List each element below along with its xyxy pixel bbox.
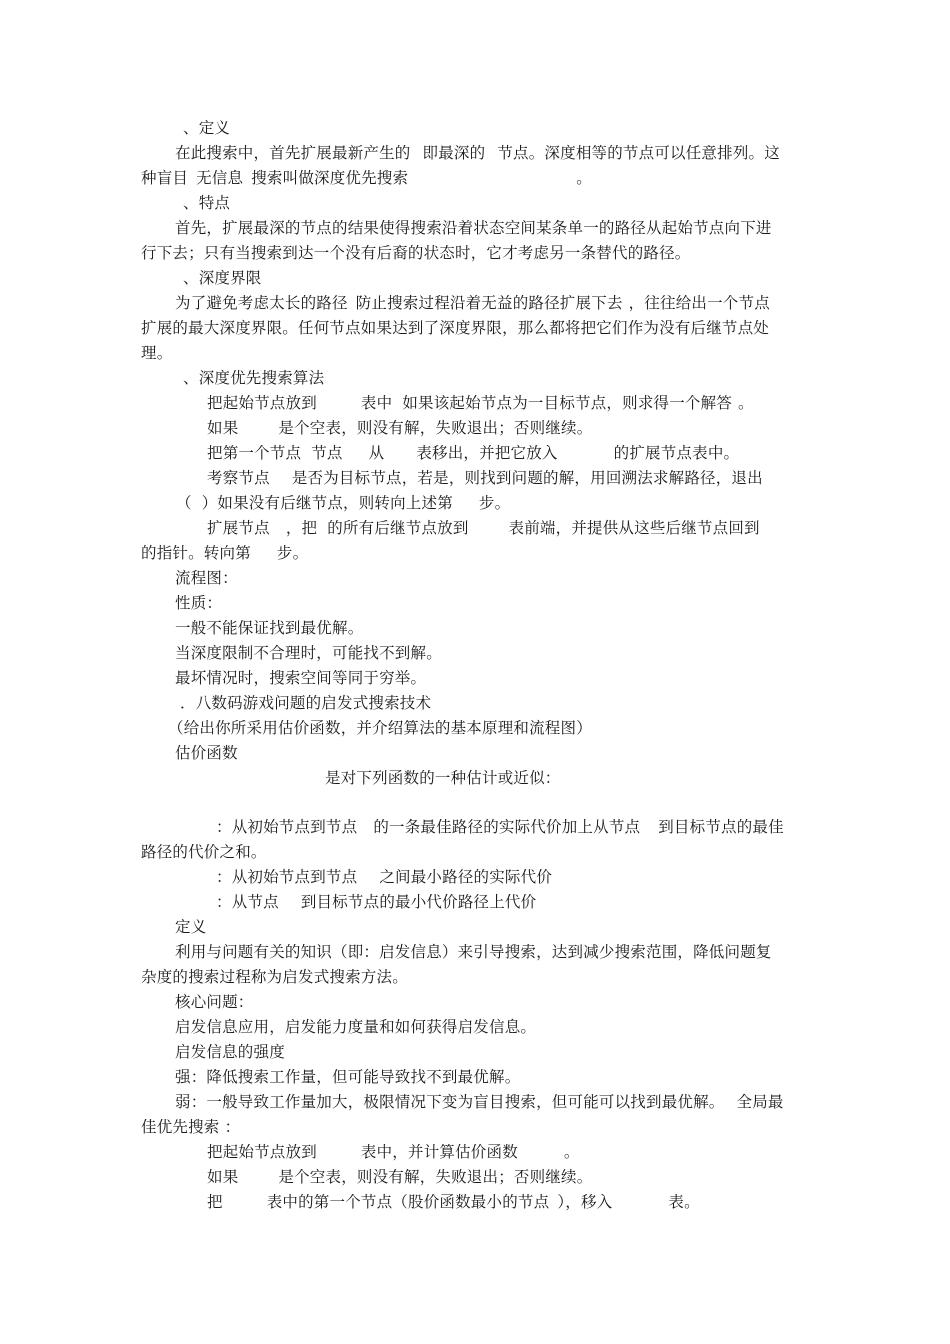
paragraph-line: 在此搜索中，首先扩展最新产生的 即最深的 节点。深度相等的节点可以任意排列。这: [175, 144, 780, 162]
algorithm-step: 把起始节点放到 表中，并计算估价函数 。: [207, 1143, 580, 1161]
property-item: 一般不能保证找到最优解。: [175, 619, 364, 637]
algorithm-step: 如果 是个空表，则没有解，失败退出；否则继续。: [207, 419, 593, 437]
formula-term: 路径的代价之和。: [141, 843, 267, 861]
algorithm-step: 把起始节点放到 表中 如果该起始节点为一目标节点，则求得一个解答 。: [207, 394, 754, 412]
label-core-issue: 核心问题：: [175, 993, 254, 1011]
paragraph-line: 佳优先搜索 ：: [141, 1118, 241, 1136]
property-item: 最坏情况时，搜索空间等同于穷举。: [175, 669, 427, 687]
formula-description: 是对下列函数的一种估计或近似：: [325, 769, 561, 787]
paragraph-line: 种盲目 无信息 搜索叫做深度优先搜索 。: [141, 169, 592, 187]
formula-term: ：从初始节点到节点 之间最小路径的实际代价: [216, 868, 553, 886]
algorithm-step: 扩展节点 ，把 的所有后继节点放到 表前端，并提供从这些后继节点回到: [207, 519, 760, 537]
paragraph-line: 杂度的搜索过程称为启发式搜索方法。: [141, 968, 408, 986]
algorithm-step: 把 表中的第一个节点（股价函数最小的节点 ），移入 表。: [207, 1193, 700, 1211]
label-flowchart: 流程图：: [175, 569, 238, 587]
paragraph-line: 行下去；只有当搜索到达一个没有后裔的状态时，它才考虑另一条替代的路径。: [141, 244, 691, 262]
heading-depth-limit: 、深度界限: [183, 269, 262, 287]
heading-features: 、特点: [183, 194, 231, 212]
heading-definition: 、定义: [183, 119, 231, 137]
paragraph-line: 理。: [141, 344, 173, 362]
paragraph-line: 启发信息应用，启发能力度量和如何获得启发信息。: [175, 1018, 537, 1036]
paragraph-line: 弱：一般导致工作量加大，极限情况下变为盲目搜索，但可能可以找到最优解。 全局最: [175, 1093, 784, 1111]
algorithm-step: 如果 是个空表，则没有解，失败退出；否则继续。: [207, 1168, 593, 1186]
property-item: 当深度限制不合理时，可能找不到解。: [175, 644, 442, 662]
label-definition: 定义: [175, 918, 207, 936]
section-title-eight-puzzle: ．八数码游戏问题的启发式搜索技术: [180, 694, 432, 712]
paragraph-line: 首先，扩展最深的节点的结果使得搜索沿着状态空间某条单一的路径从起始节点向下进: [175, 219, 772, 237]
paragraph-line: 强：降低搜索工作量，但可能导致找不到最优解。: [175, 1068, 521, 1086]
algorithm-step: 的指针。转向第 步。: [141, 544, 309, 562]
label-properties: 性质：: [175, 594, 223, 612]
paragraph-line: 为了避免考虑太长的路径 防止搜索过程沿着无益的路径扩展下去 ，往往给出一个节点: [175, 294, 770, 312]
section-note: （给出你所采用估价函数，并介绍算法的基本原理和流程图）: [168, 719, 592, 737]
algorithm-step: 把第一个节点 节点 从 表移出，并把它放入 的扩展节点表中。: [207, 444, 740, 462]
formula-term: ：从节点 到目标节点的最小代价路径上代价: [216, 893, 537, 911]
label-heuristic-strength: 启发信息的强度: [175, 1043, 285, 1061]
paragraph-line: 利用与问题有关的知识（即：启发信息）来引导搜索，达到减少搜索范围，降低问题复: [175, 943, 772, 961]
label-evaluation-function: 估价函数: [175, 744, 238, 762]
formula-term: ：从初始节点到节点 的一条最佳路径的实际代价加上从节点 到目标节点的最佳: [216, 818, 784, 836]
paragraph-line: 扩展的最大深度界限。任何节点如果达到了深度界限，那么都将把它们作为没有后继节点处: [141, 319, 770, 337]
algorithm-step: 考察节点 是否为目标节点，若是，则找到问题的解，用回溯法求解路径，退出: [207, 469, 763, 487]
heading-dfs-algorithm: 、深度优先搜索算法: [183, 369, 325, 387]
algorithm-step: （ ）如果没有后继节点，则转向上述第 步。: [176, 494, 511, 512]
